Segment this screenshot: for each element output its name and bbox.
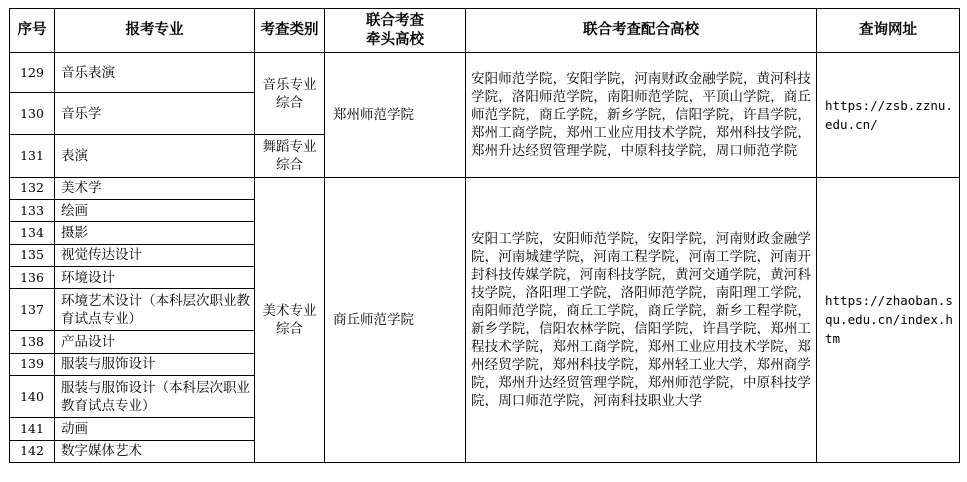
major-name: 动画 — [55, 418, 255, 440]
row-number: 138 — [10, 331, 55, 353]
major-name: 环境艺术设计（本科层次职业教育试点专业） — [55, 289, 255, 331]
major-name: 服装与服饰设计（本科层次职业教育试点专业） — [55, 376, 255, 418]
header-lead-school — [325, 9, 466, 53]
major-name: 绘画 — [55, 200, 255, 222]
header-row — [10, 9, 960, 53]
row-number: 135 — [10, 244, 55, 266]
partner-schools: 安阳师范学院，安阳学院，河南财政金融学院，黄河科技学院，洛阳师范学院，南阳师范学院，平顶山学院，商丘师范学院，商丘学院，新乡学院，信阳学院，许昌学院，郑州工商学院，郑州工业应用技术学院，郑州科技学院，郑州升达经贸管理学院，中原科技学院，周口师范学院 — [466, 53, 817, 178]
row-number: 134 — [10, 222, 55, 244]
row-number: 137 — [10, 289, 55, 331]
major-name: 视觉传达设计 — [55, 244, 255, 266]
header-no: 序号 — [10, 9, 55, 53]
major-name: 音乐学 — [55, 93, 255, 135]
row-number: 129 — [10, 53, 55, 93]
table-row — [10, 53, 960, 93]
header-url: 查询网址 — [817, 9, 960, 53]
exam-category: 美术专业综合 — [255, 177, 325, 462]
query-url[interactable]: https://zsb.zznu.edu.cn/ — [817, 53, 960, 178]
major-name: 摄影 — [55, 222, 255, 244]
table-row — [10, 177, 960, 199]
partner-schools: 安阳工学院，安阳师范学院，安阳学院，河南财政金融学院，河南城建学院，河南工程学院，河南工学院，河南开封科技传媒学院，河南科技学院，黄河交通学院，黄河科技学院，洛阳理工学院，洛阳师范学院，南阳理工学院，南阳师范学院，商丘工学院，商丘学院，新乡工程学院，新乡学院，信阳农林学院，信阳学院，许昌学院，郑州工程技术学院，郑州工商学院，郑州工业应用技术学院，郑州经贸学院，郑州科技学院，郑州轻工业大学，郑州商学院，郑州升达经贸管理学院，郑州师范学院，中原科技学院，周口师范学院，河南科技职业大学 — [466, 177, 817, 462]
lead-school: 商丘师范学院 — [325, 177, 466, 462]
query-url[interactable]: https://zhaoban.squ.edu.cn/index.htm — [817, 177, 960, 462]
header-category: 考查类别 — [255, 9, 325, 53]
row-number: 130 — [10, 93, 55, 135]
row-number: 139 — [10, 353, 55, 375]
admission-table — [9, 8, 960, 463]
exam-category: 音乐专业综合 — [255, 53, 325, 135]
row-number: 132 — [10, 177, 55, 199]
lead-school: 郑州师范学院 — [325, 53, 466, 178]
header-partner-schools: 联合考查配合高校 — [466, 9, 817, 53]
row-number: 140 — [10, 376, 55, 418]
major-name: 数字媒体艺术 — [55, 440, 255, 462]
header-major: 报考专业 — [55, 9, 255, 53]
major-name: 音乐表演 — [55, 53, 255, 93]
major-name: 环境设计 — [55, 266, 255, 288]
row-number: 133 — [10, 200, 55, 222]
major-name: 产品设计 — [55, 331, 255, 353]
row-number: 142 — [10, 440, 55, 462]
row-number: 136 — [10, 266, 55, 288]
major-name: 服装与服饰设计 — [55, 353, 255, 375]
exam-category: 舞蹈专业综合 — [255, 135, 325, 177]
header-lead-line2: 牵头高校 — [366, 31, 424, 48]
header-lead-line1: 联合考查 — [366, 12, 424, 29]
row-number: 141 — [10, 418, 55, 440]
major-name: 美术学 — [55, 177, 255, 199]
major-name: 表演 — [55, 135, 255, 177]
row-number: 131 — [10, 135, 55, 177]
